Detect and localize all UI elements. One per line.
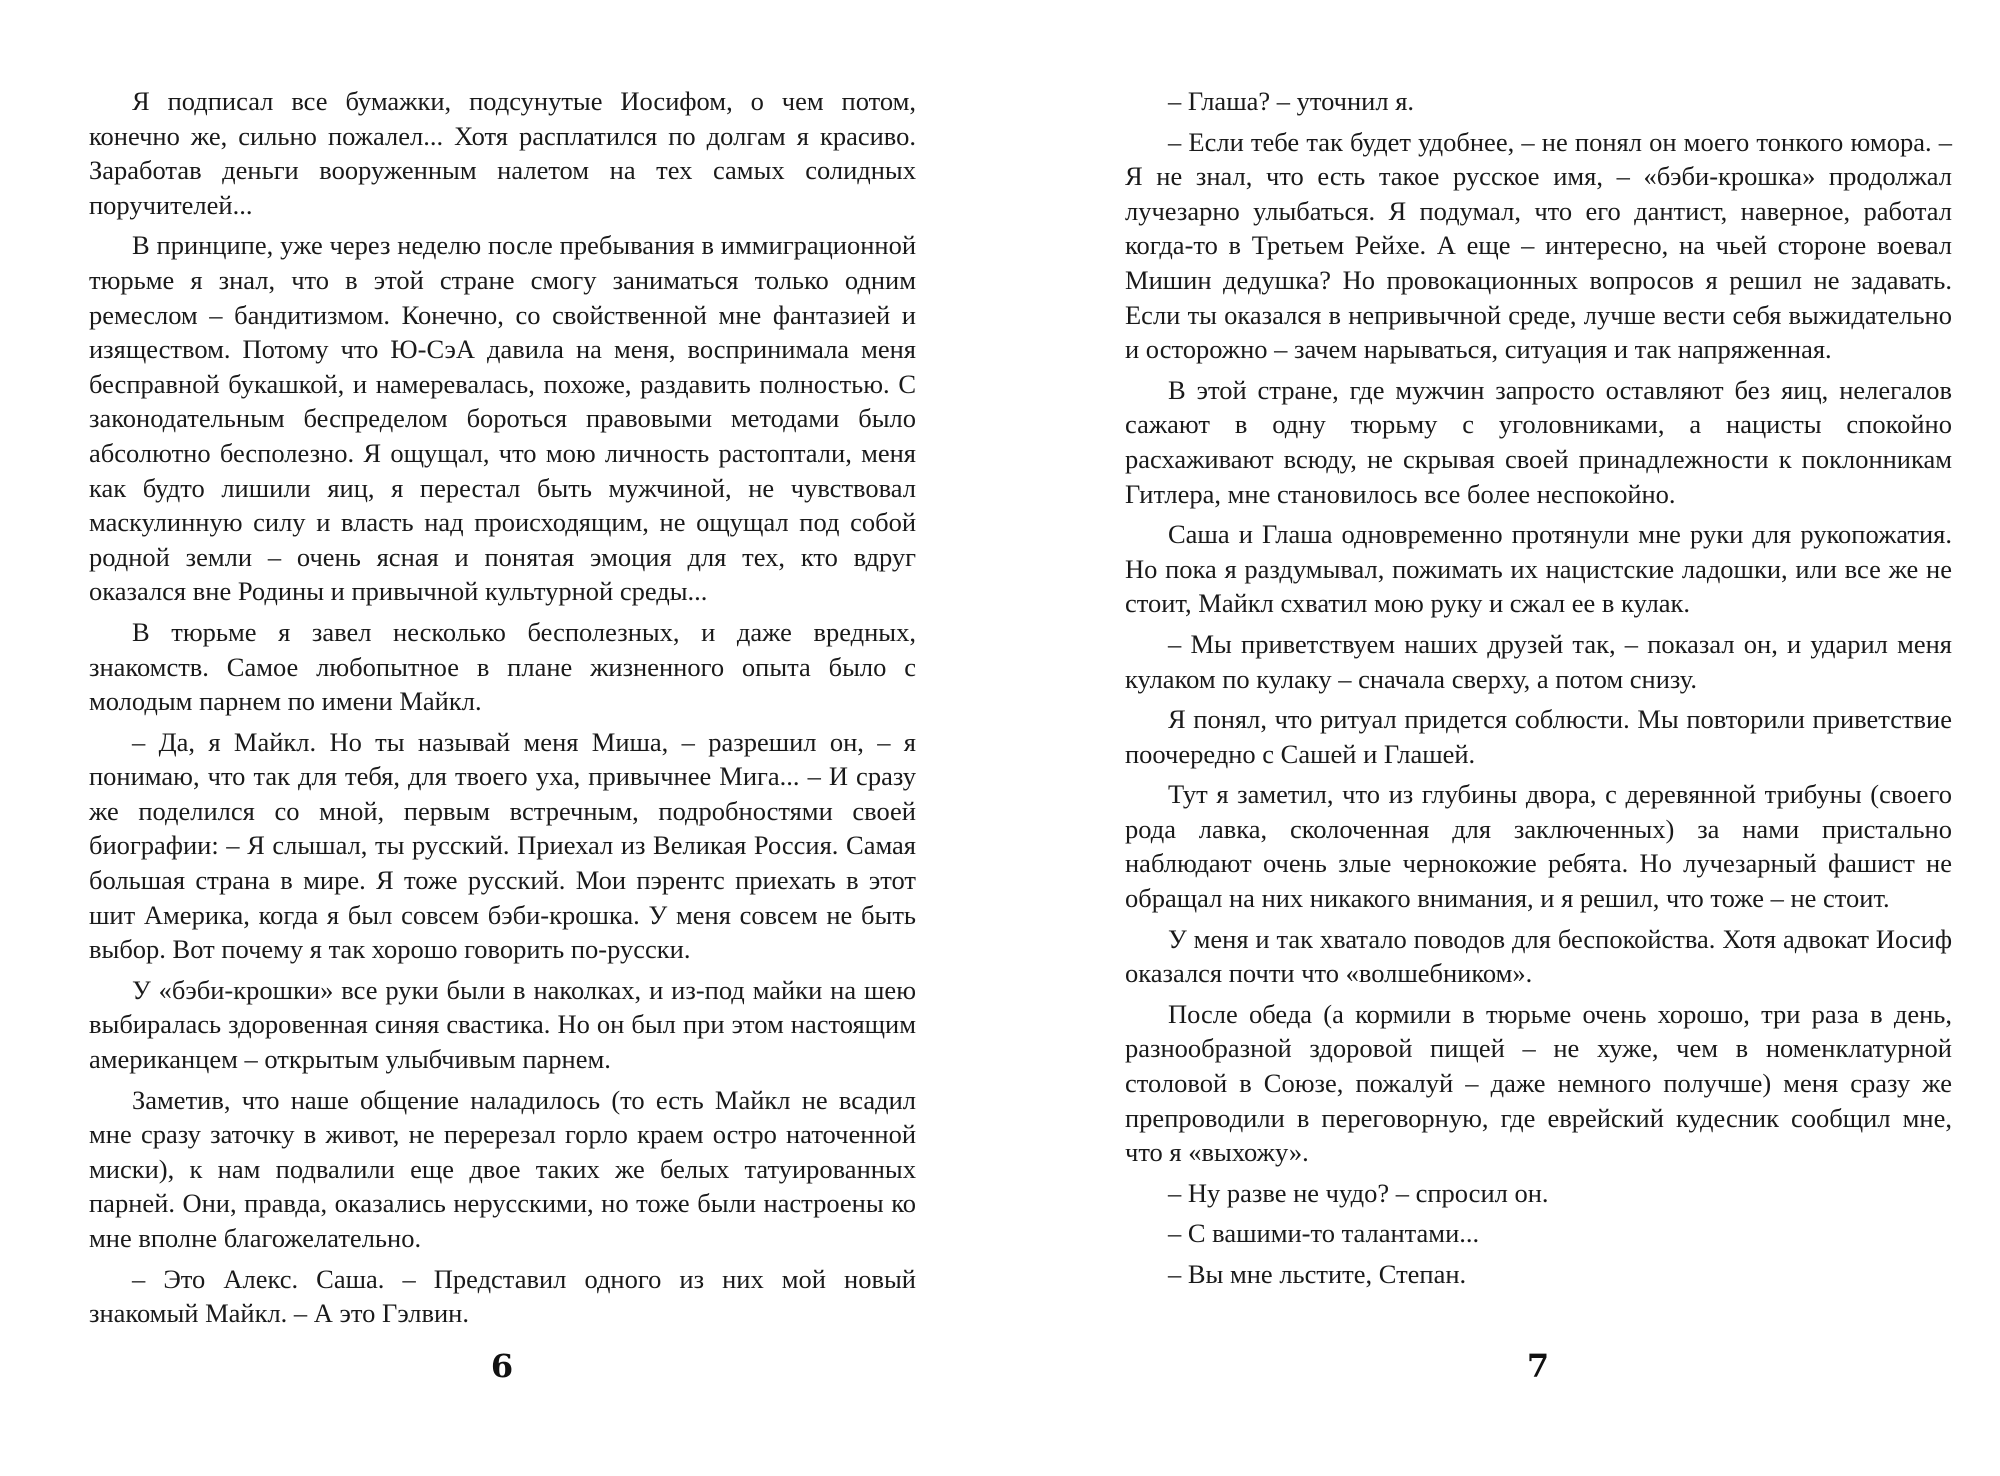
paragraph: В принципе, уже через неделю после пребывания в иммиграционной тюрьме я знал, что в этой стране смогу заниматься только одним ремеслом – бандитизмом. Конечно, со свойственной мне фантазией и изяществом. Потому что Ю-СэА давила на меня, воспринимала меня бесправной букашкой, и намеревалась, похоже, раздавить полностью. С законодательным беспределом бороться правовыми методами было абсолютно бесполезно. Я ощущал, что мою личность растоптали, меня как будто лишили яиц, я перестал быть мужчиной, не чувствовал маскулинную силу и власть над происходящим, не ощущал под собой родной земли – очень ясная и понятая эмоция для тех, кто вдруг оказался вне Родины и привычной культурной среды... <box>89 230 916 607</box>
paragraph: – Да, я Майкл. Но ты называй меня Миша, – разрешил он, – я понимаю, что так для тебя, для твоего уха, привычнее Мига... – И сразу же поделился со мной, первым встречным, подробностями своей биографии: – Я слышал, ты русский. Приехал из Великая Россия. Самая большая страна в мире. Я тоже русский. Мои пэрентс приехать в этот шит Америка, когда я был совсем бэби-крошка. У меня совсем не быть выбор. Вот почему я так хорошо говорить по-русски. <box>89 726 916 965</box>
paragraph: – Глаша? – уточнил я. <box>1168 86 1415 116</box>
paragraph: Я понял, что ритуал придется соблюсти. Мы повторили приветствие поочередно с Сашей и Глашей. <box>1125 704 1952 769</box>
paragraph: – Мы приветствуем наших друзей так, – показал он, и ударил меня кулаком по кулаку – сначала сверху, а потом снизу. <box>1125 628 1952 694</box>
page-number-left: 6 <box>490 1347 514 1385</box>
paragraph: У меня и так хватало поводов для беспокойства. Хотя адвокат Иосиф оказался почти что «волшебником». <box>1125 923 1952 989</box>
paragraph: После обеда (а кормили в тюрьме очень хорошо, три раза в день, разнообразной здоровой пищей – не хуже, чем в номенклатурной столовой в Союзе, пожалуй – даже немного получше) меня сразу же препроводили в переговорную, где еврейский кудесник сообщил мне, что я «выхожу». <box>1125 998 1952 1168</box>
paragraph: Тут я заметил, что из глубины двора, с деревянной трибуны (своего рода лавка, сколоченная для заключенных) за нами пристально наблюдают очень злые чернокожие ребята. Но лучезарный фашист не обращал на них никакого внимания, и я решил, что тоже – не стоит. <box>1125 779 1952 914</box>
paragraph: Саша и Глаша одновременно протянули мне руки для рукопожатия. Но пока я раздумывал, пожимать их нацистские ладошки, или все же не стоит, Майкл схватил мою руку и сжал ее в кулак. <box>1125 519 1952 619</box>
paragraph: – Это Алекс. Саша. – Представил одного из них мой новый знакомый Майкл. – А это Гэлвин. <box>89 1263 916 1329</box>
paragraph: – Вы мне льстите, Степан. <box>1168 1259 1467 1289</box>
paragraph: В этой стране, где мужчин запросто оставляют без яиц, нелегалов сажают в одну тюрьму с уголовниками, а нацисты спокойно расхаживают всюду, не скрывая своей принадлежности к поклонникам Гитлера, мне становилось все более неспокойно. <box>1125 374 1952 509</box>
paragraph: Я подписал все бумажки, подсунутые Иосифом, о чем потом, конечно же, сильно пожалел... Хотя расплатился по долгам я красиво. Заработав деньги вооруженным налетом на тех самых солидных поручителей... <box>89 86 916 220</box>
right-page <box>1125 84 1952 1292</box>
left-page <box>89 84 916 1331</box>
paragraph: В тюрьме я завел несколько бесполезных, и даже вредных, знакомств. Самое любопытное в плане жизненного опыта было с молодым парнем по имени Майкл. <box>89 616 916 717</box>
paragraph: – Если тебе так будет удобнее, – не понял он моего тонкого юмора. – Я не знал, что есть такое русское имя, – «бэби-крошка» продолжал лучезарно улыбаться. Я подумал, что его дантист, наверное, работал когда-то в Третьем Рейхе. А еще – интересно, на чьей стороне воевал Мишин дедушка? Но провокационных вопросов я решил не задавать. Если ты оказался в непривычной среде, лучше вести себя выжидательно и осторожно – зачем нарываться, ситуация и так напряженная. <box>1125 126 1952 365</box>
page-number-right: 7 <box>1526 1347 1550 1385</box>
paragraph: – С вашими-то талантами... <box>1168 1218 1480 1249</box>
paragraph: Заметив, что наше общение наладилось (то есть Майкл не всадил мне сразу заточку в живот, не перерезал горло краем остро наточенной миски), к нам подвалили еще двое таких же белых татуированных парней. Они, правда, оказались нерусскими, но тоже были настроены ко мне вполне благожелательно. <box>89 1084 916 1253</box>
paragraph: У «бэби-крошки» все руки были в наколках, и из-под майки на шею выбиралась здоровенная синяя свастика. Но он был при этом настоящим американцем – открытым улыбчивым парнем. <box>89 974 916 1075</box>
paragraph: – Ну разве не чудо? – спросил он. <box>1168 1177 1549 1208</box>
